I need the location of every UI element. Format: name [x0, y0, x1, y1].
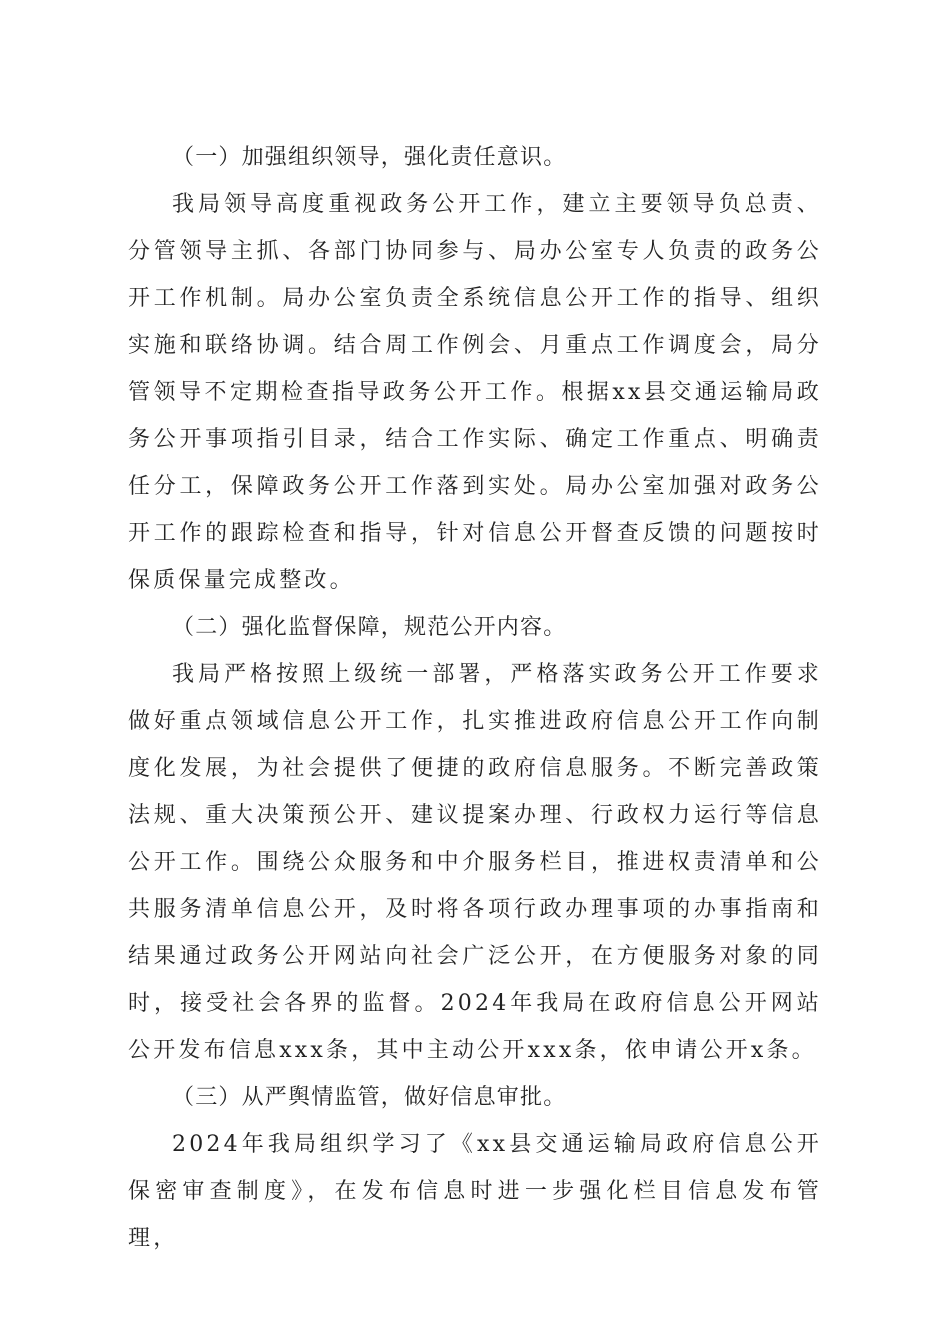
document-body [128, 134, 822, 1262]
section-3-paragraph: 2024年我局组织学习了《xx县交通运输局政府信息公开保密审查制度》，在发布信息时进一步强化栏目信息发布管理， [128, 1132, 822, 1251]
section-heading-1: （一）加强组织领导，强化责任意识。 [172, 145, 567, 170]
section-1-paragraph: 我局领导高度重视政务公开工作，建立主要领导负总责、分管领导主抓、各部门协同参与、局办公室专人负责的政务公开工作机制。局办公室负责全系统信息公开工作的指导、组织实施和联络协调。结合周工作例会、月重点工作调度会，局分管领导不定期检查指导政务公开工作。根据xx县交通运输局政务公开事项指引目录，结合工作实际、确定工作重点、明确责任分工，保障政务公开工作落到实处。局办公室加强对政务公开工作的跟踪检查和指导，针对信息公开督查反馈的问题按时保质保量完成整改。 [128, 192, 822, 593]
section-heading-3: （三）从严舆情监管，做好信息审批。 [172, 1085, 567, 1110]
section-heading-2: （二）强化监督保障，规范公开内容。 [172, 615, 567, 640]
section-2-paragraph: 我局严格按照上级统一部署，严格落实政务公开工作要求做好重点领域信息公开工作，扎实推进政府信息公开工作向制度化发展，为社会提供了便捷的政府信息服务。不断完善政策法规、重大决策预公开、建议提案办理、行政权力运行等信息公开工作。围绕公众服务和中介服务栏目，推进权责清单和公共服务清单信息公开，及时将各项行政办理事项的办事指南和结果通过政务公开网站向社会广泛公开，在方便服务对象的同时，接受社会各界的监督。2024年我局在政府信息公开网站公开发布信息xxx条，其中主动公开xxx条，依申请公开x条。 [128, 662, 822, 1063]
